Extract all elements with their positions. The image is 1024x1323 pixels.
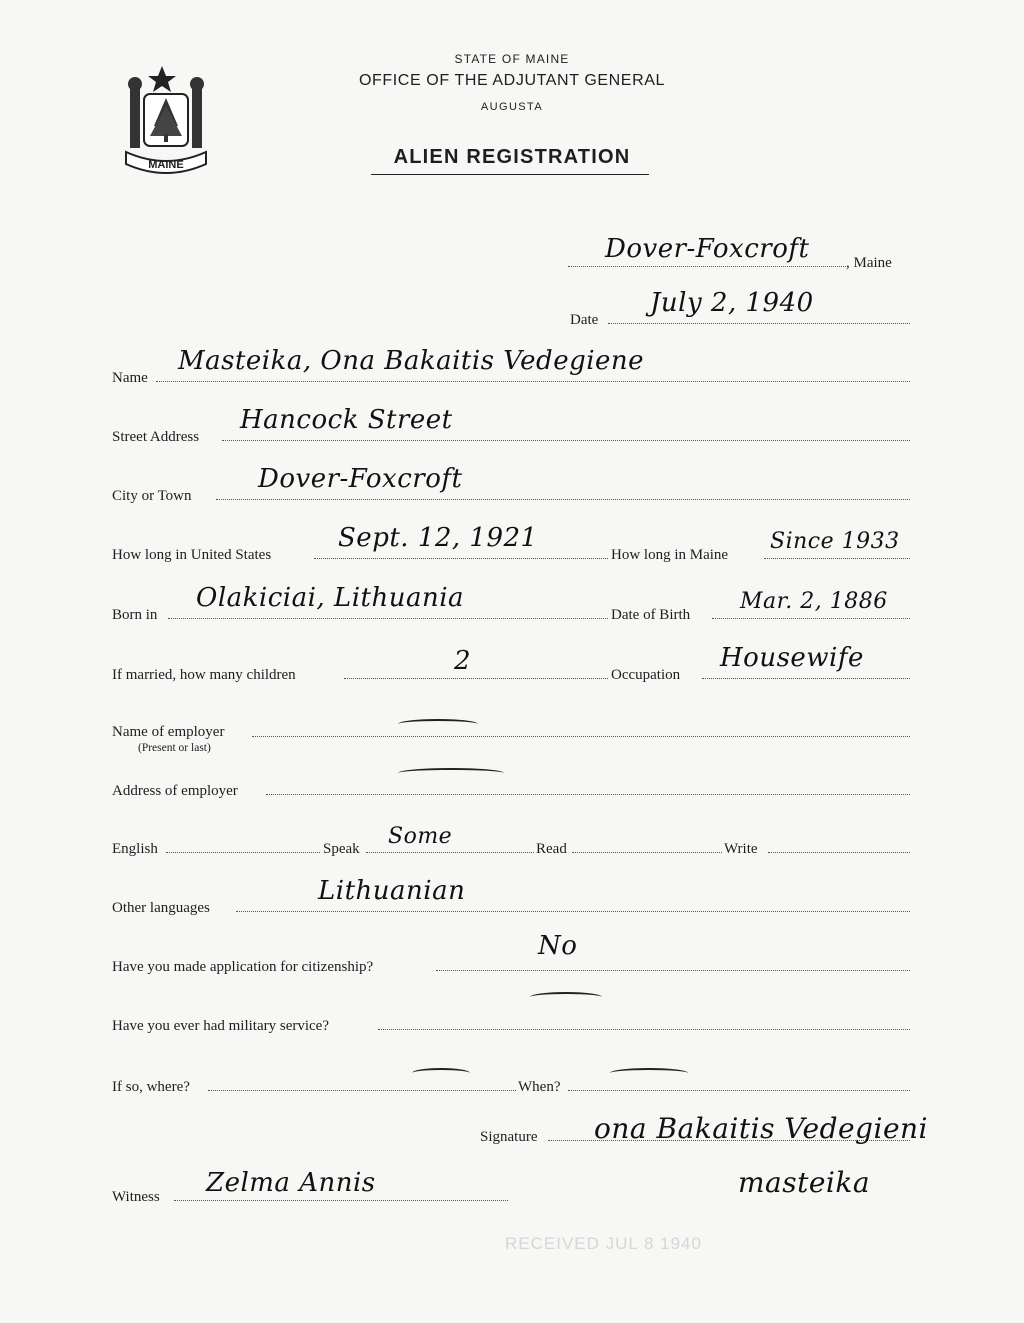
- city-line: [216, 499, 910, 500]
- employer-address-label: Address of employer: [112, 783, 238, 799]
- name-line: [156, 381, 910, 382]
- english-label: English: [112, 841, 158, 857]
- other-languages-line: [236, 911, 910, 912]
- employer-name-dash: [398, 719, 478, 729]
- speak-line: [366, 852, 534, 853]
- signature-line2: masteika: [738, 1166, 871, 1199]
- how-long-maine-value: Since 1933: [770, 529, 900, 554]
- employer-sub-label: (Present or last): [138, 742, 211, 754]
- witness-label: Witness: [112, 1189, 160, 1205]
- street-line: [222, 440, 910, 441]
- other-languages-value: Lithuanian: [318, 876, 466, 906]
- date-value: July 2, 1940: [650, 288, 814, 318]
- when-label: When?: [518, 1079, 561, 1095]
- children-value: 2: [454, 646, 472, 676]
- employer-name-label: Name of employer: [112, 724, 225, 740]
- signature-line1: ona Bakaitis Vedegieni: [594, 1112, 928, 1145]
- employer-address-dash: [398, 768, 504, 778]
- witness-line: [174, 1200, 508, 1201]
- form-title: ALIEN REGISTRATION: [393, 146, 631, 168]
- write-line: [768, 852, 910, 853]
- when-dash: [610, 1068, 688, 1078]
- name-label: Name: [112, 370, 148, 386]
- witness-value: Zelma Annis: [206, 1168, 376, 1198]
- town-line: [568, 266, 846, 267]
- military-label: Have you ever had military service?: [112, 1018, 329, 1034]
- maine-suffix: , Maine: [846, 255, 892, 271]
- employer-name-line: [252, 736, 910, 737]
- children-line: [344, 678, 608, 679]
- how-long-maine-line: [764, 558, 910, 559]
- seal-banner: MAINE: [148, 159, 184, 171]
- signature-label: Signature: [480, 1129, 538, 1145]
- citizenship-value: No: [538, 931, 578, 961]
- occupation-value: Housewife: [720, 643, 864, 673]
- if-so-where-label: If so, where?: [112, 1079, 190, 1095]
- how-long-us-label: How long in United States: [112, 547, 272, 563]
- speak-label: Speak: [323, 841, 360, 857]
- street-value: Hancock Street: [240, 405, 453, 435]
- born-in-line: [168, 618, 608, 619]
- city-value: Dover-Foxcroft: [258, 464, 463, 494]
- name-value: Masteika, Ona Bakaitis Vedegiene: [178, 346, 645, 376]
- other-languages-label: Other languages: [112, 900, 210, 916]
- born-in-label: Born in: [112, 607, 158, 623]
- military-line: [378, 1029, 910, 1030]
- where-line: [208, 1090, 516, 1091]
- town-value: Dover-Foxcroft: [605, 234, 810, 264]
- occupation-line: [702, 678, 910, 679]
- occupation-label: Occupation: [611, 667, 681, 683]
- where-dash: [412, 1068, 470, 1078]
- citizenship-label: Have you made application for citizenship?: [112, 959, 374, 975]
- children-label: If married, how many children: [112, 667, 296, 683]
- military-dash: [530, 992, 602, 1002]
- date-of-birth-label: Date of Birth: [611, 607, 691, 623]
- citizenship-line: [436, 970, 910, 971]
- how-long-us-line: [314, 558, 608, 559]
- when-line: [568, 1090, 910, 1091]
- date-of-birth-value: Mar. 2, 1886: [740, 589, 888, 614]
- how-long-maine-label: How long in Maine: [611, 547, 729, 563]
- date-label: Date: [570, 312, 599, 328]
- write-label: Write: [724, 841, 758, 857]
- born-in-value: Olakiciai, Lithuania: [196, 583, 465, 613]
- english-line: [166, 852, 320, 853]
- employer-address-line: [266, 794, 910, 795]
- city-label: City or Town: [112, 488, 192, 504]
- header-city: AUGUSTA: [480, 101, 544, 113]
- title-underline: [371, 174, 649, 175]
- received-stamp: RECEIVED JUL 8 1940: [505, 1234, 702, 1253]
- header-state: STATE OF MAINE: [454, 52, 570, 66]
- read-label: Read: [536, 841, 567, 857]
- read-line: [572, 852, 722, 853]
- how-long-us-value: Sept. 12, 1921: [338, 523, 538, 553]
- street-label: Street Address: [112, 429, 200, 445]
- speak-value: Some: [388, 824, 453, 849]
- header-office: OFFICE OF THE ADJUTANT GENERAL: [358, 72, 666, 89]
- date-line: [608, 323, 910, 324]
- date-of-birth-line: [712, 618, 910, 619]
